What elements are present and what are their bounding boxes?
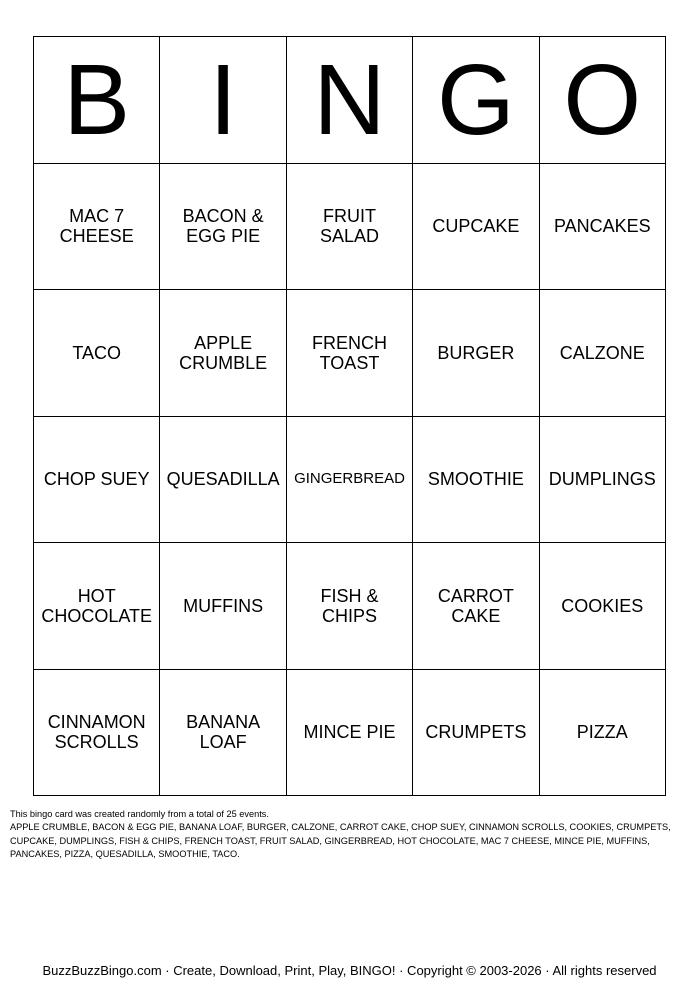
bingo-square: CRUMPETS	[413, 670, 539, 797]
bingo-square: MUFFINS	[160, 543, 286, 670]
bingo-square: CUPCAKE	[413, 164, 539, 291]
bingo-square: SMOOTHIE	[413, 417, 539, 544]
bingo-square: MINCE PIE	[287, 670, 413, 797]
header-letter-o: O	[540, 37, 666, 164]
bingo-square: FRUIT SALAD	[287, 164, 413, 291]
bingo-square: CALZONE	[540, 290, 666, 417]
header-letter-n: N	[287, 37, 413, 164]
header-letter-i: I	[160, 37, 286, 164]
bingo-square: FRENCH TOAST	[287, 290, 413, 417]
bingo-square: DUMPLINGS	[540, 417, 666, 544]
bingo-square: CINNAMON SCROLLS	[34, 670, 160, 797]
bingo-square: FISH & CHIPS	[287, 543, 413, 670]
card-event-list: APPLE CRUMBLE, BACON & EGG PIE, BANANA LOAF, BURGER, CALZONE, CARROT CAKE, CHOP SUEY, CINNAMON SCROLLS, COOKIES, CRUMPETS, CUPCAKE, DUMPLINGS, FISH & CHIPS, FRENCH TOAST, FRUIT SALAD, GINGERBREAD, HOT CHOCOLATE, MAC 7 CHEESE, MINCE PIE, MUFFINS, PANCAKES, PIZZA, QUESADILLA, SMOOTHIE, TACO.	[10, 822, 671, 860]
bingo-square: TACO	[34, 290, 160, 417]
bingo-square: GINGERBREAD	[287, 417, 413, 544]
bingo-card	[33, 36, 666, 796]
bingo-square: PIZZA	[540, 670, 666, 797]
card-info-note	[10, 808, 692, 862]
site-footer: BuzzBuzzBingo.com · Create, Download, Print, Play, BINGO! · Copyright © 2003-2026 · All rights reserved	[42, 963, 657, 978]
card-info-intro: This bingo card was created randomly from a total of 25 events.	[10, 809, 269, 819]
header-letter-b: B	[34, 37, 160, 164]
bingo-square: QUESADILLA	[160, 417, 286, 544]
bingo-square: CHOP SUEY	[34, 417, 160, 544]
bingo-square: APPLE CRUMBLE	[160, 290, 286, 417]
bingo-square: BANANA LOAF	[160, 670, 286, 797]
bingo-square: COOKIES	[540, 543, 666, 670]
bingo-square: PANCAKES	[540, 164, 666, 291]
bingo-square: CARROT CAKE	[413, 543, 539, 670]
header-letter-g: G	[413, 37, 539, 164]
bingo-square: MAC 7 CHEESE	[34, 164, 160, 291]
bingo-square: BACON & EGG PIE	[160, 164, 286, 291]
bingo-square: BURGER	[413, 290, 539, 417]
bingo-square: HOT CHOCOLATE	[34, 543, 160, 670]
